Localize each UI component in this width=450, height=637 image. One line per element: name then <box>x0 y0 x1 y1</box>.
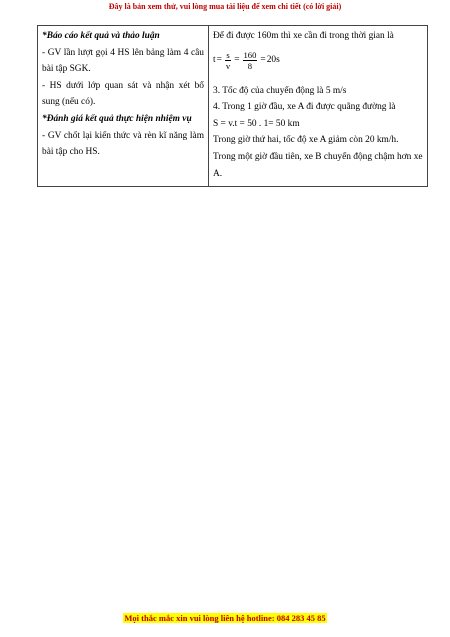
answer-line: 3. Tốc độ của chuyển động là 5 m/s <box>213 85 347 96</box>
activity-item: - GV chốt lại kiến thức và rèn kĩ năng làm bài tập cho HS. <box>42 130 204 158</box>
formula-equals: = <box>234 54 240 65</box>
table-row <box>38 26 428 187</box>
answer-line: Trong một giờ đầu tiên, xe B chuyển động chậm hơn xe A. <box>213 151 423 179</box>
fraction-numerator: 160 <box>243 49 257 60</box>
answer-line: Trong giờ thứ hai, tốc độ xe A giảm còn 20 km/h. <box>213 135 399 146</box>
preview-banner: Đây là bản xem thử, vui lòng mua tài liệu để xem chi tiết (có lời giải) <box>108 2 342 11</box>
fraction-s-over-v <box>225 50 231 71</box>
activity-item: - HS dưới lớp quan sát và nhận xét bổ sung (nếu có). <box>42 80 204 108</box>
evaluation-heading: *Đánh giá kết quả thực hiện nhiệm vụ <box>42 113 192 124</box>
report-heading: *Báo cáo kết quả và thảo luận <box>42 31 160 41</box>
activity-column <box>38 26 209 187</box>
hotline-number[interactable]: 084 283 45 85 <box>276 613 326 623</box>
formula-lhs: t <box>213 54 216 65</box>
fraction-denominator: 8 <box>247 60 253 71</box>
footer-prefix: Mọi thắc mắc xin vui lòng liên hệ hotline: <box>124 613 277 623</box>
formula-equals: = <box>260 54 266 65</box>
fraction-numerator: s <box>226 49 230 60</box>
formula-result: 20s <box>266 54 280 65</box>
hotline-highlight <box>123 613 326 623</box>
formula-equals: = <box>216 54 222 65</box>
fraction-denominator: v <box>225 60 231 71</box>
answer-column <box>209 26 428 187</box>
hotline-footer <box>0 613 450 623</box>
answer-line: S = v.t = 50 . 1= 50 km <box>213 118 300 129</box>
activity-item: - GV lần lượt gọi 4 HS lên bảng làm 4 câu bài tập SGK. <box>42 47 204 75</box>
fraction-160-over-8 <box>243 50 258 71</box>
time-formula <box>213 46 423 75</box>
lesson-table <box>37 25 428 187</box>
answer-line: Để đi được 160m thì xe cần đi trong thời gian là <box>213 31 394 41</box>
answer-line: 4. Trong 1 giờ đầu, xe A đi được quãng đường là <box>213 102 396 113</box>
